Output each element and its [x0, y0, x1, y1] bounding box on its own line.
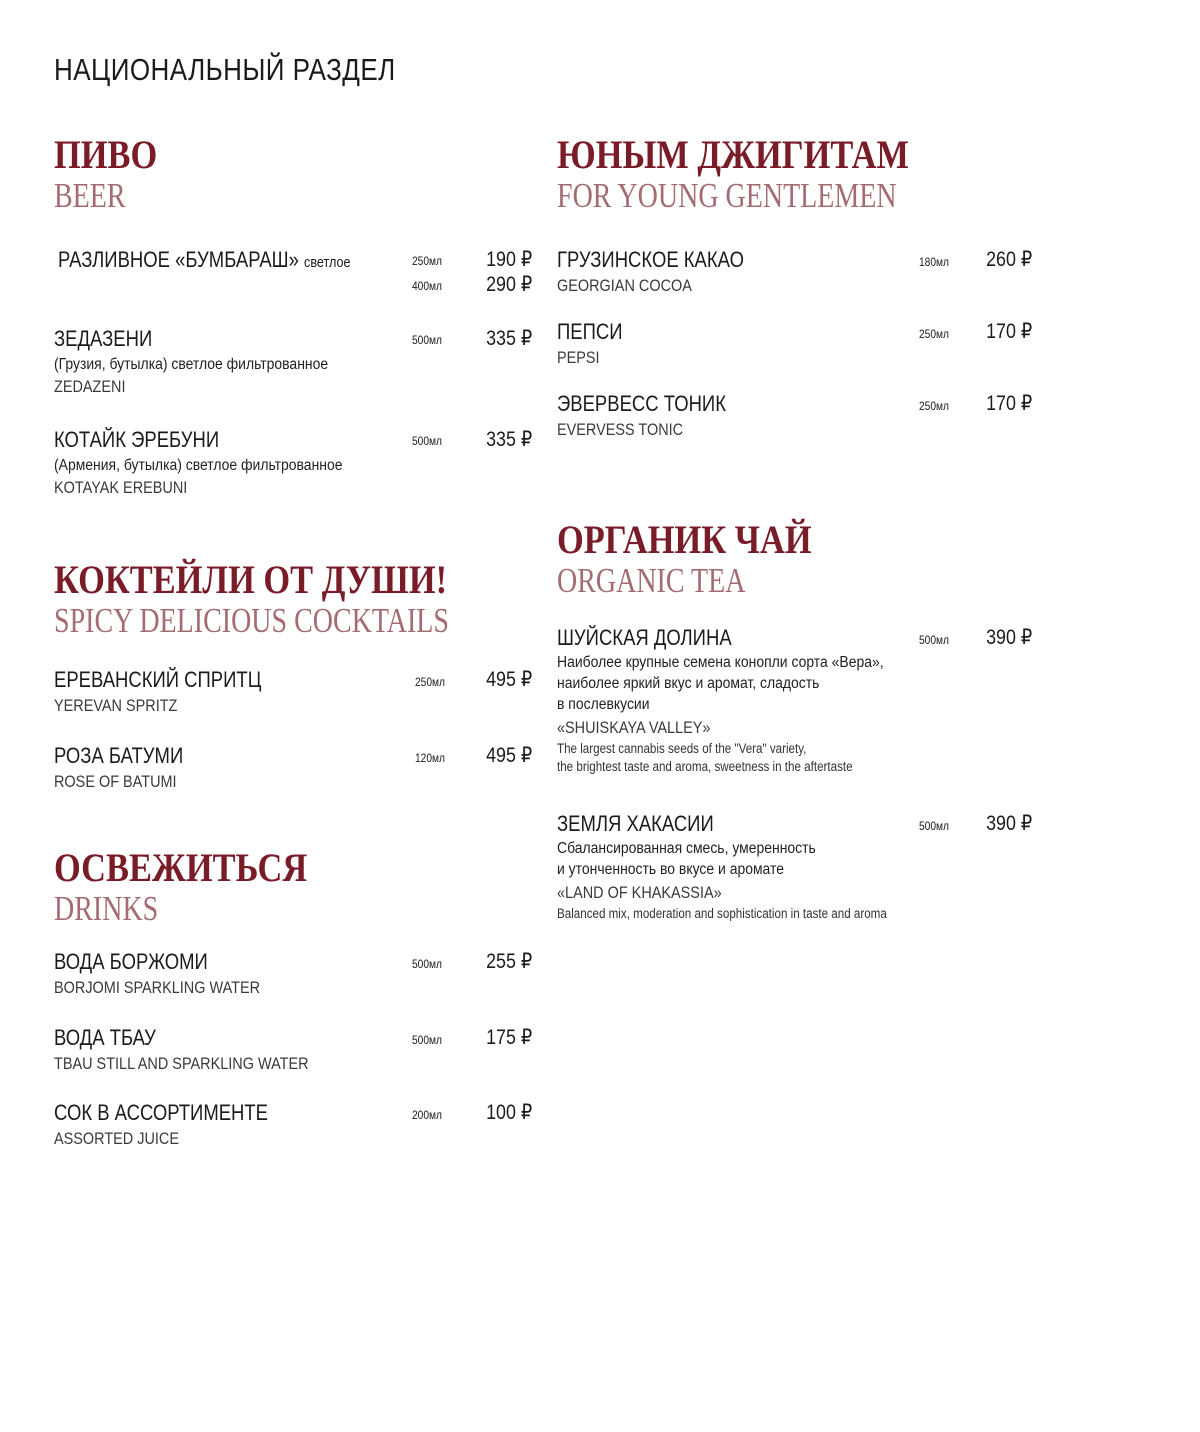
menu-item — [54, 948, 530, 1000]
item-price: 335 ₽ — [485, 428, 532, 451]
item-name: ЗЕМЛЯ ХАКАСИИ — [557, 811, 714, 836]
section-beer — [54, 133, 530, 215]
item-name-en: «LAND OF KHAKASSIA» — [557, 883, 722, 902]
menu-item — [54, 426, 530, 500]
item-name: ПЕПСИ — [557, 319, 623, 344]
item-volume: 250мл — [415, 675, 445, 689]
item-volume: 200мл — [412, 1108, 442, 1122]
item-price: 390 ₽ — [985, 626, 1032, 649]
item-price: 170 ₽ — [985, 392, 1032, 415]
menu-item — [557, 810, 1037, 923]
item-name-en: «SHUISKAYA VALLEY» — [557, 718, 711, 737]
item-description: наиболее яркий вкус и аромат, сладость — [557, 675, 820, 692]
item-price: 100 ₽ — [485, 1101, 532, 1124]
menu-item — [557, 318, 1037, 370]
item-price: 255 ₽ — [485, 950, 532, 973]
menu-item — [54, 1099, 530, 1151]
item-description: Сбалансированная смесь, умеренность — [557, 840, 816, 857]
item-name-en: ASSORTED JUICE — [54, 1129, 180, 1148]
section-title-en: DRINKS — [54, 889, 159, 928]
item-name: ЕРЕВАНСКИЙ СПРИТЦ — [54, 667, 262, 692]
section-organic-tea — [557, 518, 1037, 600]
item-price: 290 ₽ — [485, 273, 532, 296]
menu-item — [54, 666, 530, 718]
item-volume: 500мл — [919, 819, 949, 833]
item-price: 495 ₽ — [485, 668, 532, 691]
item-name: РАЗЛИВНОЕ «БУМБАРАШ» светлое — [58, 247, 351, 272]
item-price: 175 ₽ — [485, 1026, 532, 1049]
section-title-en: ORGANIC TEA — [557, 561, 746, 600]
item-volume: 180мл — [919, 255, 949, 269]
item-price: 495 ₽ — [485, 744, 532, 767]
item-volume: 250мл — [412, 254, 442, 268]
item-name: СОК В АССОРТИМЕНТЕ — [54, 1100, 269, 1125]
section-cocktails — [54, 558, 530, 640]
item-description: (Грузия, бутылка) светлое фильтрованное — [54, 356, 329, 373]
item-volume: 500мл — [412, 333, 442, 347]
item-name-en: PEPSI — [557, 348, 600, 367]
item-description: Наиболее крупные семена конопли сорта «Вера», — [557, 654, 884, 671]
item-name-en: ROSE OF BATUMI — [54, 772, 177, 791]
item-name: ШУЙСКАЯ ДОЛИНА — [557, 625, 732, 650]
item-description: (Армения, бутылка) светлое фильтрованное — [54, 457, 343, 474]
item-description-en: The largest cannabis seeds of the "Vera" variety, — [557, 741, 807, 756]
item-name-en: TBAU STILL AND SPARKLING WATER — [54, 1054, 309, 1073]
menu-item — [557, 624, 1037, 776]
section-title-en: BEER — [54, 176, 126, 215]
item-name: РОЗА БАТУМИ — [54, 743, 184, 768]
item-price: 260 ₽ — [985, 248, 1032, 271]
item-name: ВОДА ТБАУ — [54, 1025, 156, 1050]
item-description-en: the brightest taste and aroma, sweetness in the aftertaste — [557, 759, 853, 774]
item-volume: 400мл — [412, 279, 442, 293]
section-drinks — [54, 846, 530, 928]
item-name-en: BORJOMI SPARKLING WATER — [54, 978, 261, 997]
item-description: и утонченность во вкусе и аромате — [557, 861, 785, 878]
section-young-gentlemen — [557, 133, 1037, 215]
item-price: 190 ₽ — [485, 248, 532, 271]
section-title-en: SPICY DELICIOUS COCKTAILS — [54, 601, 449, 640]
item-name: ГРУЗИНСКОЕ КАКАО — [557, 247, 744, 272]
item-name-en: ZEDAZENI — [54, 377, 126, 396]
item-volume: 500мл — [412, 434, 442, 448]
item-description-en: Balanced mix, moderation and sophistication in taste and aroma — [557, 906, 887, 921]
section-title-ru: ОСВЕЖИТЬСЯ — [54, 845, 308, 890]
item-volume: 500мл — [412, 1033, 442, 1047]
item-name: КОТАЙК ЭРЕБУНИ — [54, 427, 220, 452]
item-volume: 250мл — [919, 399, 949, 413]
item-name: ВОДА БОРЖОМИ — [54, 949, 208, 974]
item-name: ЗЕДАЗЕНИ — [54, 326, 153, 351]
section-title-ru: ЮНЫМ ДЖИГИТАМ — [557, 132, 909, 177]
menu-item — [557, 390, 1037, 442]
item-name-en: GEORGIAN COCOA — [557, 276, 692, 295]
section-title-ru: ОРГАНИК ЧАЙ — [557, 517, 812, 562]
menu-item — [557, 246, 1037, 298]
item-description: в послевкусии — [557, 696, 650, 713]
item-name: ЭВЕРВЕСС ТОНИК — [557, 391, 726, 416]
item-volume: 250мл — [919, 327, 949, 341]
menu-item — [54, 1024, 530, 1076]
item-volume: 500мл — [412, 957, 442, 971]
section-title-ru: ПИВО — [54, 132, 158, 177]
menu-item — [54, 246, 532, 296]
page-title: НАЦИОНАЛЬНЫЙ РАЗДЕЛ — [54, 52, 396, 87]
item-volume: 120мл — [415, 751, 445, 765]
section-title-ru: КОКТЕЙЛИ ОТ ДУШИ! — [54, 557, 448, 602]
menu-item — [54, 325, 530, 399]
section-title-en: FOR YOUNG GENTLEMEN — [557, 176, 897, 215]
item-name-en: KOTAYAK EREBUNI — [54, 478, 188, 497]
item-name-en: YEREVAN SPRITZ — [54, 696, 178, 715]
item-name-en: EVERVESS TONIC — [557, 420, 684, 439]
menu-item — [54, 742, 530, 794]
item-price: 390 ₽ — [985, 812, 1032, 835]
item-volume: 500мл — [919, 633, 949, 647]
item-price: 335 ₽ — [485, 327, 532, 350]
item-price: 170 ₽ — [985, 320, 1032, 343]
